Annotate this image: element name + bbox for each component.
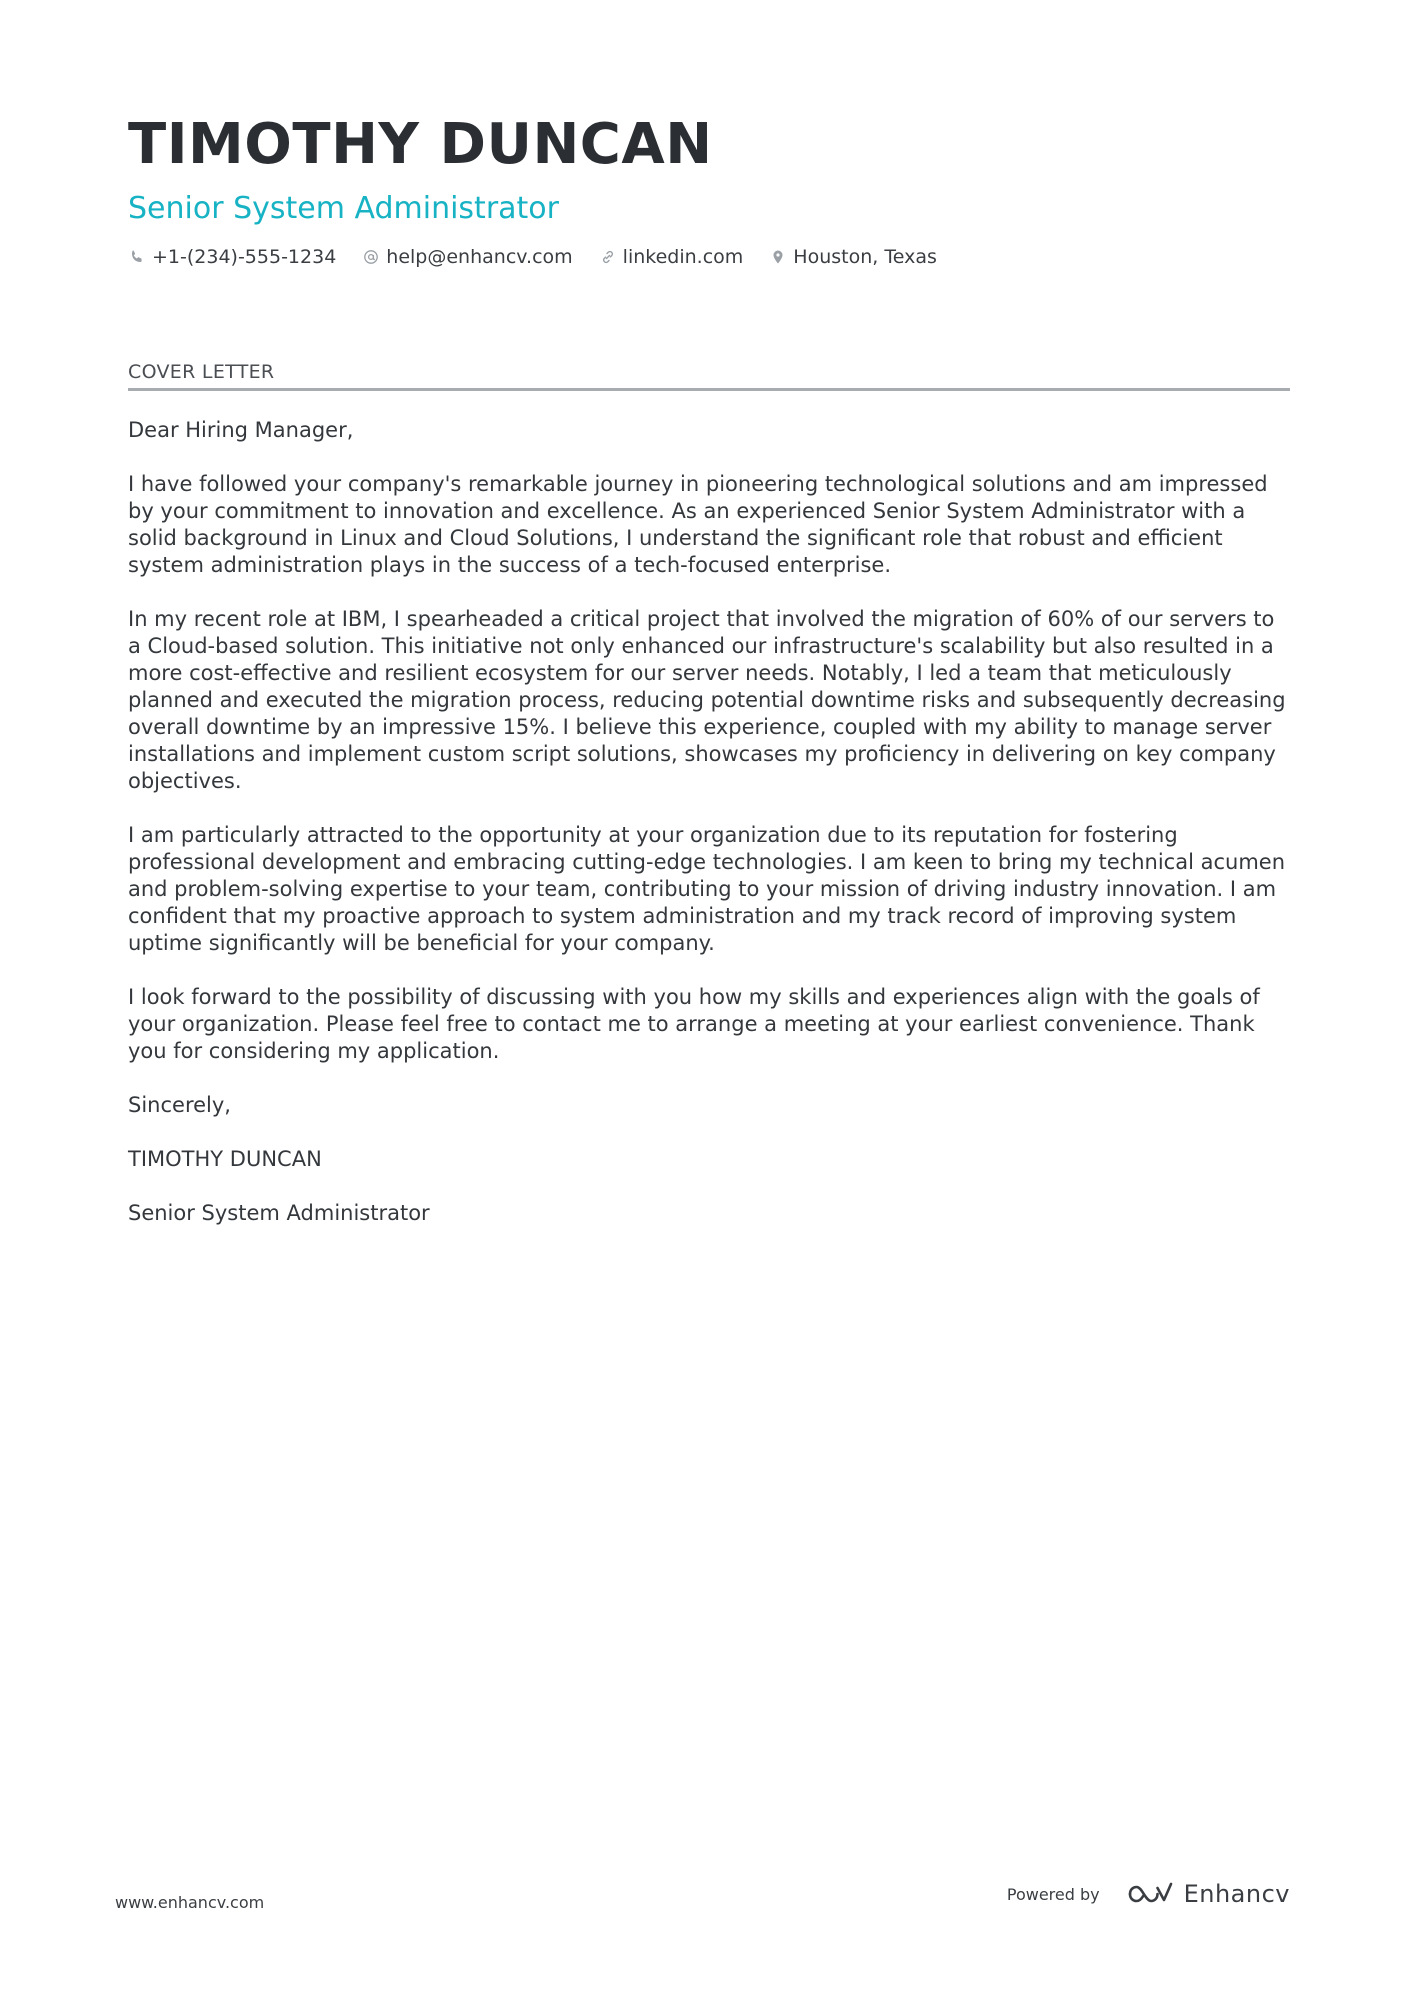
linkedin-text[interactable]: linkedin.com (622, 246, 744, 268)
enhancv-logo-text: Enhancv (1183, 1880, 1290, 1908)
phone-icon (128, 248, 146, 266)
enhancv-logo[interactable] (1126, 1880, 1290, 1908)
phone-text[interactable]: +1-(234)-555-1234 (152, 246, 337, 268)
contact-location (769, 246, 937, 268)
signature-name: TIMOTHY DUNCAN (128, 1147, 322, 1171)
section-title: COVER LETTER (128, 360, 1290, 391)
header (128, 112, 1288, 268)
enhancv-logo-icon (1126, 1880, 1174, 1908)
signature-title: Senior System Administrator (128, 1201, 430, 1225)
at-icon (362, 248, 380, 266)
email-text[interactable]: help@enhancv.com (386, 246, 573, 268)
candidate-name: TIMOTHY DUNCAN (128, 112, 713, 177)
letter-paragraph: I have followed your company's remarkable journey in pioneering technological solutions and am impressed by your commitment to innovation and excellence. As an experienced Senior System Administrator with a solid background in Linux and Cloud Solutions, I understand the significant role that robust and efficient system administration plays in the success of a tech-focused enterprise. (128, 472, 1268, 577)
powered-by-label: Powered by (1006, 1884, 1100, 1904)
contact-linkedin (599, 246, 744, 268)
cover-letter-section (128, 360, 1290, 1254)
footer-branding (1007, 1880, 1290, 1908)
contact-phone (128, 246, 336, 268)
link-icon (599, 248, 617, 266)
letter-body (128, 417, 1290, 1227)
letter-paragraph: I look forward to the possibility of discussing with you how my skills and experiences align with the goals of your organization. Please feel free to contact me to arrange a meeting at your earliest convenience. Thank you for considering my application. (128, 985, 1260, 1063)
candidate-title: Senior System Administrator (128, 191, 559, 226)
location-icon (769, 248, 787, 266)
contact-email (362, 246, 572, 268)
contact-row (128, 246, 1288, 268)
footer-website[interactable]: www.enhancv.com (115, 1893, 265, 1912)
letter-paragraph: In my recent role at IBM, I spearheaded a critical project that involved the migration of 60% of our servers to a Cloud-based solution. This initiative not only enhanced our infrastructure's scalability but also resulted in a more cost-effective and resilient ecosystem for our server needs. Notably, I led a team that meticulously planned and executed the migration process, reducing potential downtime risks and subsequently decreasing overall downtime by an impressive 15%. I believe this experience, coupled with my ability to manage server installations and implement custom script solutions, showcases my proficiency in delivering on key company objectives. (128, 607, 1286, 793)
letter-closing: Sincerely, (128, 1093, 231, 1117)
letter-paragraph: I am particularly attracted to the opportunity at your organization due to its reputation for fostering professional development and embracing cutting-edge technologies. I am keen to bring my technical acumen and problem-solving expertise to your team, contributing to your mission of driving industry innovation. I am confident that my proactive approach to system administration and my track record of improving system uptime significantly will be beneficial for your company. (128, 823, 1286, 955)
letter-greeting: Dear Hiring Manager, (128, 418, 354, 442)
location-text: Houston, Texas (793, 246, 937, 268)
